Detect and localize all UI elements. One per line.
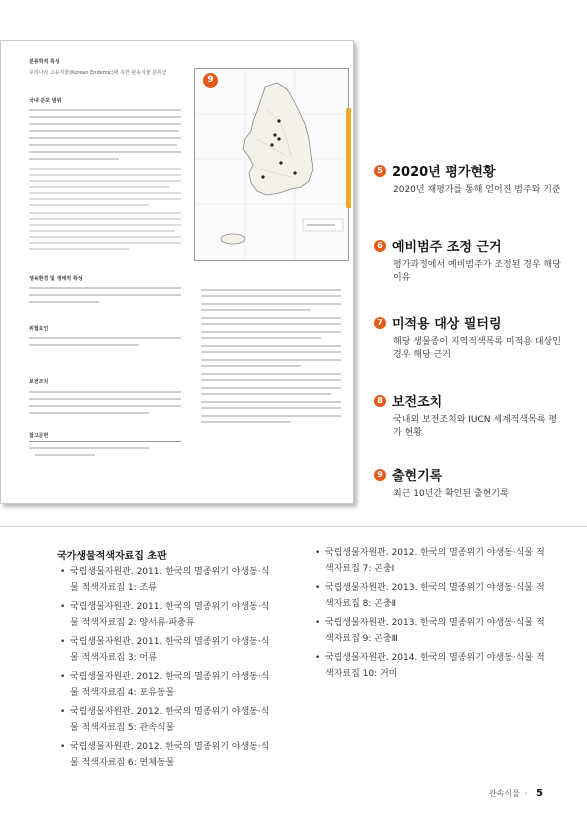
thumb-text-line [29, 344, 139, 346]
thumb-rule [29, 441, 181, 442]
thumb-text-line [29, 248, 129, 250]
thumb-note-line [201, 289, 341, 291]
reference-item: • 국립생물자원관. 2012. 한국의 멸종위기 야생동·식물 적색자료집 6: 연체동물 [60, 739, 275, 771]
thumb-text-line [29, 186, 169, 188]
reference-item: • 국립생물자원관. 2012. 한국의 멸종위기 야생동·식물 적색자료집 5: 관속식물 [60, 704, 275, 736]
legend-number: 8 [374, 395, 386, 407]
thumb-text-line [29, 405, 181, 407]
reference-item: • 국립생물자원관. 2011. 한국의 멸종위기 야생동·식물 적색자료집 2: 양서류·파충류 [60, 599, 275, 631]
thumb-heading-range: 국내 분포 범위 [29, 98, 62, 104]
thumb-note-line [201, 379, 341, 381]
thumb-note-line [201, 393, 331, 395]
legend-title: 2020년 평가현황 [392, 165, 496, 180]
legend-item-records [374, 465, 574, 501]
thumb-note-line [201, 295, 341, 297]
legend-item-adjustment [374, 236, 574, 285]
reference-item: • 국립생물자원관. 2013. 한국의 멸종위기 야생동·식물 적색자료집 8: 곤충Ⅱ [315, 580, 545, 612]
legend-description: 최근 10년간 확인된 출현기록 [393, 489, 509, 499]
thumb-note-line [201, 303, 341, 305]
thumb-heading-measures: 보전조치 [29, 379, 49, 385]
page-footer [489, 788, 543, 799]
thumb-heading-ecology: 생육환경 및 생태적 특성 [29, 276, 83, 282]
thumb-text-line [29, 198, 181, 200]
footer-separator: · [522, 789, 528, 798]
thumb-note-line [201, 345, 341, 347]
thumb-note-line [201, 387, 341, 389]
legend-item-assessment [374, 161, 574, 197]
thumb-text-line [29, 218, 181, 220]
reference-item: • 국립생물자원관. 2012. 한국의 멸종위기 야생동·식물 적색자료집 4: 포유동물 [60, 669, 275, 701]
thumb-note-line [201, 309, 311, 311]
reference-item: • 국립생물자원관. 2011. 한국의 멸종위기 야생동·식물 적색자료집 3: 어류 [60, 634, 275, 666]
thumb-text-line [29, 391, 181, 393]
thumb-note-line [201, 373, 341, 375]
footer-section: 관속식물 [488, 789, 520, 798]
thumb-note-line [201, 401, 341, 403]
thumb-text-line [35, 454, 95, 456]
thumb-text-line [29, 412, 149, 414]
thumb-heading-taxonomy: 분류학적 특성 [29, 59, 60, 65]
legend-title: 보전조치 [392, 395, 443, 410]
reference-item: • 국립생물자원관. 2014. 한국의 멸종위기 야생동·식물 적색자료집 10: 거미 [315, 650, 545, 682]
legend-description: 2020년 재평가를 통해 얻어진 범주와 기준 [393, 185, 561, 195]
legend-number: 7 [374, 317, 386, 329]
thumb-line: 우리나라 고유식물(Korean Endemic)에 속한 관속식물 분류군 [29, 70, 167, 76]
legend-item-conservation [374, 391, 574, 440]
legend-number: 9 [374, 469, 386, 481]
thumb-text-line [29, 192, 181, 194]
thumb-text-line [29, 224, 181, 226]
references-list-left [60, 564, 275, 774]
thumb-note-line [201, 337, 321, 339]
legend-title: 출현기록 [392, 469, 443, 484]
thumb-text-line [29, 151, 181, 153]
thumb-note-line [201, 351, 341, 353]
thumb-text-line [29, 294, 181, 296]
legend-title: 미적용 대상 필터링 [392, 317, 502, 332]
legend-description: 국내외 보전조치와 IUCN 세계적색목록 평가 현황 [393, 415, 558, 438]
thumb-note-line [201, 359, 341, 361]
thumb-heading-refs: 참고문헌 [29, 433, 49, 439]
thumb-note-line [201, 323, 341, 325]
thumb-note-line [201, 407, 341, 409]
thumb-note-line [201, 365, 301, 367]
callout-marker-9: 9 [203, 73, 218, 88]
occurrence-map [194, 68, 349, 261]
legend-description: 평가과정에서 예비범주가 조정된 경우 해당 이유 [393, 260, 561, 283]
reference-item: • 국립생물자원관. 2013. 한국의 멸종위기 야생동·식물 적색자료집 9: 곤충Ⅲ [315, 615, 545, 647]
page-edge-tab [346, 108, 351, 208]
references-title: 국가생물적색자료집 초판 [57, 551, 167, 562]
thumb-note-line [201, 421, 291, 423]
thumb-text-line [29, 204, 149, 206]
thumb-text-line [29, 116, 181, 118]
thumb-text-line [29, 236, 181, 238]
thumb-text-line [29, 137, 181, 139]
section-divider [0, 526, 587, 527]
thumb-text-line [29, 337, 181, 339]
thumb-text-line [29, 144, 177, 146]
thumb-text-line [29, 168, 181, 170]
document-page-thumbnail [0, 40, 354, 504]
thumb-text-line [29, 398, 181, 400]
thumb-text-line [29, 174, 181, 176]
thumb-note-line [201, 331, 341, 333]
legend-number: 6 [374, 240, 386, 252]
korea-map-graphic [195, 69, 348, 260]
thumb-text-line [29, 212, 181, 214]
thumb-note-line [201, 317, 341, 319]
page-number: 5 [536, 788, 543, 799]
thumb-heading-threats: 위협요인 [29, 326, 49, 332]
reference-item: • 국립생물자원관. 2011. 한국의 멸종위기 야생동·식물 적색자료집 1: 조류 [60, 564, 275, 596]
thumb-text-line [29, 230, 175, 232]
references-list-right [315, 545, 545, 685]
thumb-text-line [29, 180, 181, 182]
reference-item: • 국립생물자원관. 2012. 한국의 멸종위기 야생동·식물 적색자료집 7: 곤충Ⅰ [315, 545, 545, 577]
thumb-text-line [29, 301, 99, 303]
thumb-note-line [201, 415, 341, 417]
thumb-text-line [29, 287, 181, 289]
thumb-text-line [29, 130, 179, 132]
thumb-text-line [29, 123, 181, 125]
thumb-text-line [29, 158, 119, 160]
thumb-text-line [29, 447, 149, 449]
thumb-text-line [29, 109, 181, 111]
legend-number: 5 [374, 165, 386, 177]
legend-description: 해당 생물종이 지역적색목록 미적용 대상인 경우 해당 근거 [393, 337, 561, 360]
thumb-text-line [29, 242, 181, 244]
legend-item-filtering [374, 313, 574, 362]
legend-title: 예비범주 조정 근거 [392, 240, 502, 255]
